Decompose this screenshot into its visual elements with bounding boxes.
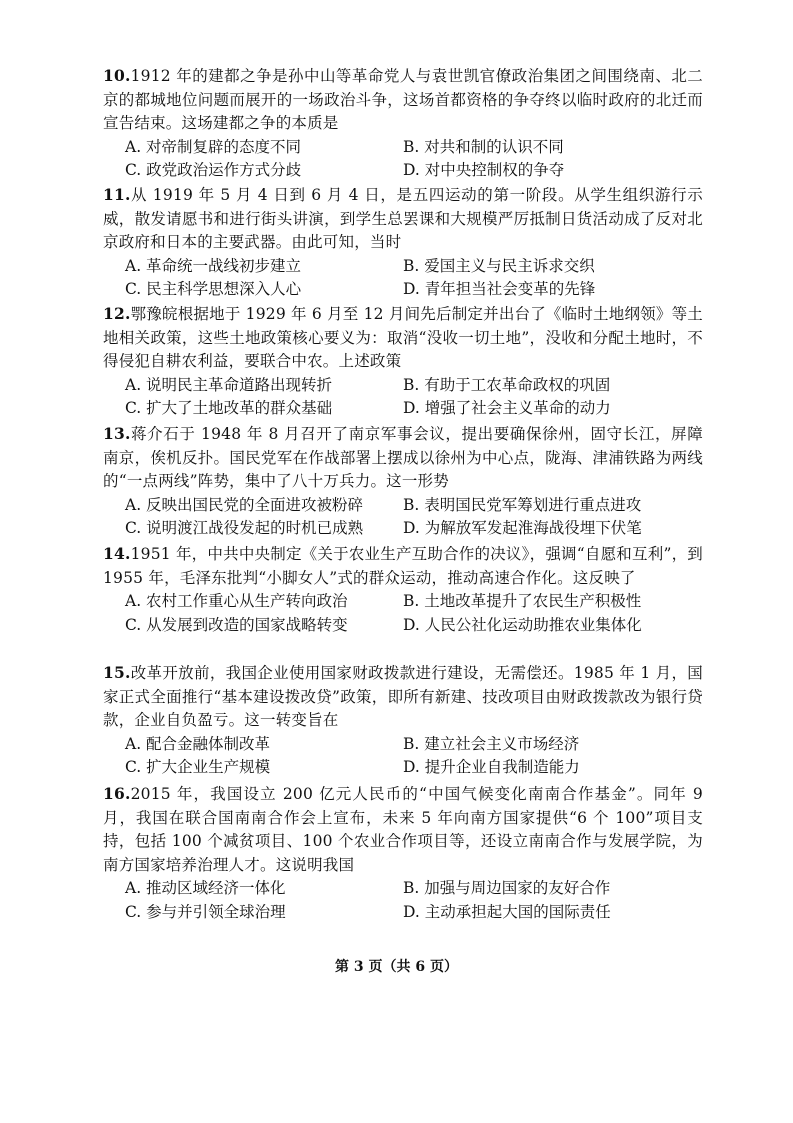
- question-11: [103, 183, 703, 302]
- option-b: B. 爱国主义与民主诉求交织: [403, 256, 595, 275]
- question-10: [103, 64, 703, 183]
- question-number: 16.: [103, 784, 131, 803]
- options: [125, 733, 703, 780]
- option-d: D. 为解放军发起淮海战役埋下伏笔: [403, 519, 642, 538]
- options: [125, 255, 703, 302]
- question-stem: 1912 年的建都之争是孙中山等革命党人与袁世凯官僚政治集团之间围绕南、北二京的都城地位问题而展开的一场政治斗争，这场首都资格的争夺终以临时政府的北迁而宣告结束。这场建都之争的本质是: [103, 67, 703, 133]
- option-a: A. 对帝制复辟的态度不同: [125, 137, 302, 156]
- options: [125, 494, 703, 541]
- question-16: [103, 782, 703, 925]
- option-a: A. 配合金融体制改革: [125, 734, 271, 753]
- option-b: B. 有助于工农革命政权的巩固: [403, 375, 611, 394]
- option-a: A. 推动区域经济一体化: [125, 879, 286, 898]
- option-b: B. 对共和制的认识不同: [403, 137, 564, 156]
- question-stem: 2015 年，我国设立 200 亿元人民币的“中国气候变化南南合作基金”。同年 9 月，我国在联合国南南合作会上宣布，未来 5 年向南方国家提供“6 个 100”项目支持，包括 100 个减贫项目、100 个农业合作项目等，还设立南南合作与发展学院，为南方国家培养治理人才。这说明我国: [103, 785, 703, 874]
- question-number: 13.: [103, 424, 131, 443]
- option-d: D. 增强了社会主义革命的动力: [403, 399, 611, 418]
- question-15: [103, 661, 703, 780]
- question-14: [103, 542, 703, 637]
- question-number: 11.: [103, 185, 131, 204]
- question-13: [103, 422, 703, 541]
- options: [125, 877, 703, 924]
- option-a: A. 农村工作重心从生产转向政治: [125, 592, 348, 611]
- question-number: 14.: [103, 544, 131, 563]
- option-d: D. 主动承担起大国的国际责任: [403, 902, 611, 921]
- question-12: [103, 302, 703, 421]
- option-c: C. 说明渡江战役发起的时机已成熟: [125, 519, 364, 538]
- question-stem: 鄂豫皖根据地于 1929 年 6 月至 12 月间先后制定并出台了《临时土地纲领》等土地相关政策，这些土地政策核心要义为：取消“没收一切土地”，没收和分配土地时，不得侵犯自耕农利益，要联合中农。上述政策: [103, 305, 703, 371]
- question-number: 10.: [103, 66, 131, 85]
- question-stem: 从 1919 年 5 月 4 日到 6 月 4 日，是五四运动的第一阶段。从学生组织游行示威，散发请愿书和进行街头讲演，到学生总罢课和大规模严厉抵制日货活动成了反对北京政府和日本的主要武器。由此可知，当时: [103, 186, 703, 252]
- option-c: C. 参与并引领全球治理: [125, 902, 286, 921]
- option-b: B. 表明国民党军筹划进行重点进攻: [403, 495, 642, 514]
- option-b: B. 土地改革提升了农民生产积极性: [403, 592, 642, 611]
- option-a: A. 反映出国民党的全面进攻被粉碎: [125, 495, 364, 514]
- option-c: C. 民主科学思想深入人心: [125, 280, 302, 299]
- option-d: D. 提升企业自我制造能力: [403, 758, 580, 777]
- question-number: 15.: [103, 663, 131, 682]
- option-b: B. 建立社会主义市场经济: [403, 734, 580, 753]
- options: [125, 136, 703, 183]
- question-stem: 蒋介石于 1948 年 8 月召开了南京军事会议，提出要确保徐州，固守长江，屏障南京，俟机反扑。国民党军在作战部署上摆成以徐州为中心点，陇海、津浦铁路为两线的“一点两线”阵势，集中了八十万兵力。这一形势: [103, 425, 703, 491]
- option-d: D. 对中央控制权的争夺: [403, 161, 565, 180]
- option-a: A. 说明民主革命道路出现转折: [125, 375, 333, 394]
- option-b: B. 加强与周边国家的友好合作: [403, 879, 611, 898]
- option-c: C. 扩大企业生产规模: [125, 758, 271, 777]
- option-c: C. 扩大了土地改革的群众基础: [125, 399, 333, 418]
- question-stem: 改革开放前，我国企业使用国家财政拨款进行建设，无需偿还。1985 年 1 月，国家正式全面推行“基本建设拨改贷”政策，即所有新建、技改项目由财政拨款改为银行贷款，企业自负盈亏。这一转变旨在: [103, 664, 703, 730]
- option-d: D. 青年担当社会变革的先锋: [403, 280, 596, 299]
- option-c: C. 从发展到改造的国家战略转变: [125, 615, 348, 634]
- page-footer: 第 3 页（共 6 页）: [335, 959, 458, 975]
- option-c: C. 政党政治运作方式分歧: [125, 161, 302, 180]
- question-stem: 1951 年，中共中央制定《关于农业生产互助合作的决议》，强调“自愿和互利”，到 1955 年，毛泽东批判“小脚女人”式的群众运动，推动高速合作化。这反映了: [103, 545, 703, 587]
- option-d: D. 人民公社化运动助推农业集体化: [403, 615, 642, 634]
- option-a: A. 革命统一战线初步建立: [125, 256, 302, 275]
- question-number: 12.: [103, 304, 131, 323]
- options: [125, 374, 703, 421]
- options: [125, 590, 703, 637]
